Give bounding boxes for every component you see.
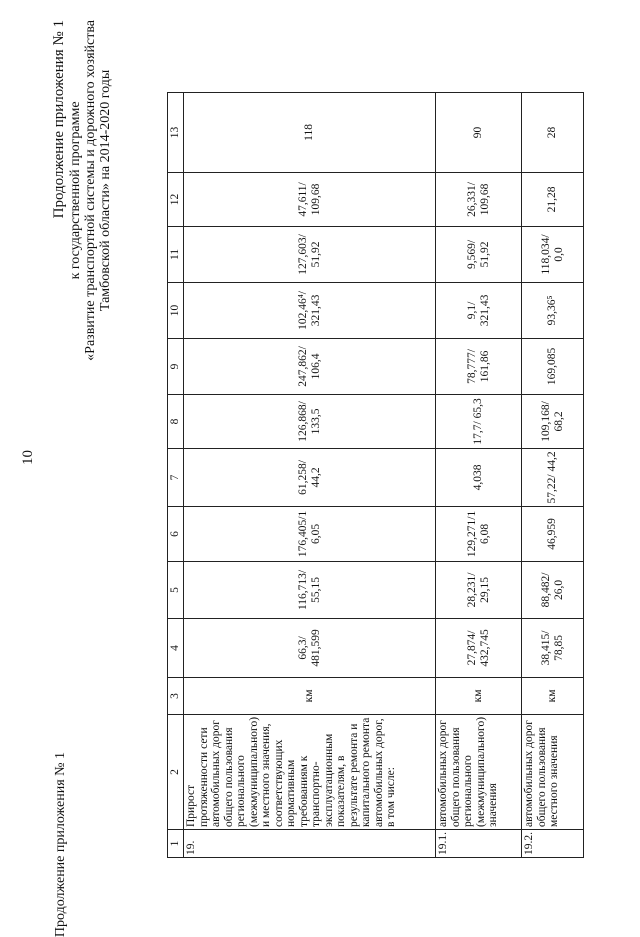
page-number: 10 [20, 450, 36, 465]
row-number: 19. [184, 830, 436, 858]
column-number-row [168, 92, 184, 857]
column-header: 7 [168, 448, 184, 506]
row-value-c12: 26,331/ 109,68 [436, 172, 522, 226]
row-value-c13: 28 [522, 92, 584, 172]
row-value-c9: 169,085 [522, 338, 584, 394]
row-value-c6: 129,271/1 6,08 [436, 506, 522, 561]
row-value-c5: 28,231/ 29,15 [436, 561, 522, 618]
table-row [436, 92, 522, 857]
row-indicator-name: Прирост протяженности сети автомобильных дорог общего пользования регионального (межмуниципального) и местного значения, соответствующих нормативным требованиям к транспортно-эксплуатационным показателям, в результате ремонта и капитального ремонта автомобильных дорог, в том числе: [184, 714, 436, 829]
row-value-c6: 46,959 [522, 506, 584, 561]
row-value-c10: 9,1/ 321,43 [436, 282, 522, 338]
row-indicator-name: автомобильных дорог общего пользования местного значения [522, 714, 584, 829]
row-value-c5: 88,482/ 26,0 [522, 561, 584, 618]
row-value-c8: 17,7/ 65,3 [436, 394, 522, 448]
row-value-c4: 38,415/ 78,85 [522, 618, 584, 677]
row-value-c9: 78,777/ 161,86 [436, 338, 522, 394]
row-value-c12: 21,28 [522, 172, 584, 226]
row-value-c9: 247,862/ 106,4 [184, 338, 436, 394]
column-header: 8 [168, 394, 184, 448]
row-unit: км [436, 677, 522, 714]
row-value-c11: 118,034/ 0,0 [522, 226, 584, 282]
row-unit: км [184, 677, 436, 714]
column-header: 11 [168, 226, 184, 282]
continuation-title: Продолжение приложения № 1 [53, 752, 68, 937]
row-value-c11: 9,569/ 51,92 [436, 226, 522, 282]
row-value-c6: 176,405/1 6,05 [184, 506, 436, 561]
column-header: 3 [168, 677, 184, 714]
indicators-table [167, 92, 584, 858]
column-header: 4 [168, 618, 184, 677]
row-value-c7: 4,038 [436, 448, 522, 506]
row-unit: км [522, 677, 584, 714]
row-value-c12: 47,611/ 109,68 [184, 172, 436, 226]
row-value-c10: 93,36⁵ [522, 282, 584, 338]
column-header: 9 [168, 338, 184, 394]
row-value-c5: 116,713/ 55,15 [184, 561, 436, 618]
row-value-c11: 127,603/ 51,92 [184, 226, 436, 282]
column-header: 5 [168, 561, 184, 618]
appendix-header [52, 20, 113, 361]
row-number: 19.1. [436, 830, 522, 858]
column-header: 1 [168, 830, 184, 858]
column-header: 13 [168, 92, 184, 172]
header-line-3: «Развитие транспортной системы и дорожного хозяйства [83, 20, 98, 361]
column-header: 12 [168, 172, 184, 226]
row-value-c13: 90 [436, 92, 522, 172]
header-line-1: Продолжение приложения № 1 [51, 20, 67, 219]
row-value-c4: 27,874/ 432,745 [436, 618, 522, 677]
row-value-c13: 118 [184, 92, 436, 172]
row-value-c7: 57,22/ 44,2 [522, 448, 584, 506]
header-line-2: к государственной программе [68, 101, 83, 280]
table-row [184, 92, 436, 857]
row-value-c4: 66,3/ 481,599 [184, 618, 436, 677]
row-value-c8: 109,168/ 68,2 [522, 394, 584, 448]
row-indicator-name: автомобильных дорог общего пользования регионального (межмуниципального) значения [436, 714, 522, 829]
row-value-c7: 61,258/ 44,2 [184, 448, 436, 506]
column-header: 10 [168, 282, 184, 338]
header-line-4: Тамбовской области» на 2014-2020 годы [98, 69, 113, 312]
column-header: 6 [168, 506, 184, 561]
row-number: 19.2. [522, 830, 584, 858]
row-value-c10: 102,46⁴/ 321,43 [184, 282, 436, 338]
table-row [522, 92, 584, 857]
row-value-c8: 126,868/ 133,5 [184, 394, 436, 448]
column-header: 2 [168, 714, 184, 829]
